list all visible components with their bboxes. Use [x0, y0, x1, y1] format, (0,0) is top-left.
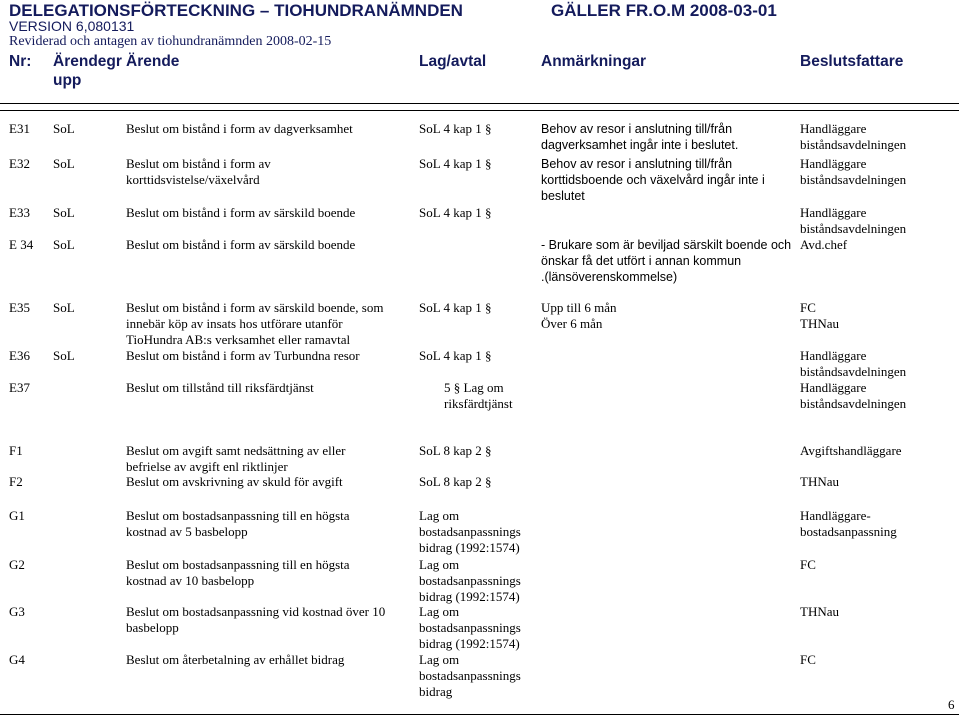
cell-beslutsfattare: Handläggare-: [800, 508, 871, 523]
cell-arende: Beslut om bistånd i form av Turbundna resor: [126, 348, 360, 363]
cell-arende: basbelopp: [126, 620, 179, 635]
cell-arende: Beslut om bistånd i form av: [126, 156, 271, 171]
cell-lag: bostadsanpassnings: [419, 524, 521, 539]
cell-lag: SoL 8 kap 2 §: [419, 474, 492, 489]
cell-arende: Beslut om avgift samt nedsättning av eller: [126, 443, 346, 458]
cell-lag: SoL 4 kap 1 §: [419, 348, 492, 363]
cell-lag: SoL 4 kap 1 §: [419, 156, 492, 171]
cell-arende: Beslut om återbetalning av erhållet bidrag: [126, 652, 345, 667]
cell-nr: G2: [9, 557, 25, 572]
cell-lag: bidrag: [419, 684, 453, 699]
cell-arende: kostnad av 10 basbelopp: [126, 573, 255, 588]
column-header-nr: Nr:: [9, 53, 32, 70]
page-header: [0, 0, 959, 89]
cell-beslutsfattare: bostadsanpassning: [800, 524, 897, 539]
column-header-beslutsfattare: Beslutsfattare: [800, 53, 904, 70]
column-header-arendegrupp: [53, 52, 122, 90]
cell-nr: E31: [9, 121, 30, 136]
cell-nr: F2: [9, 474, 23, 489]
cell-lag: SoL 8 kap 2 §: [419, 443, 492, 458]
column-header-arendegrupp-line1: Ärendegr: [53, 53, 122, 70]
cell-anmarkning: korttidsboende och växelvård ingår inte i: [541, 173, 765, 187]
cell-grupp: SoL: [53, 156, 75, 171]
cell-lag: riksfärdtjänst: [444, 396, 513, 411]
cell-arende: innebär köp av insats hos utförare utanför: [126, 316, 343, 331]
cell-arende: Beslut om avskrivning av skuld för avgift: [126, 474, 343, 489]
cell-lag: bidrag (1992:1574): [419, 540, 520, 555]
cell-lag: bidrag (1992:1574): [419, 636, 520, 651]
cell-anmarkning: .(länsöverenskommelse): [541, 270, 678, 284]
column-header-arendegrupp-line2: upp: [53, 72, 82, 89]
revised-label: Reviderad och antagen av tiohundranämnden 2008-02-15: [9, 34, 332, 49]
cell-beslutsfattare: biståndsavdelningen: [800, 137, 907, 152]
cell-lag: bidrag (1992:1574): [419, 589, 520, 604]
cell-lag: bostadsanpassnings: [419, 620, 521, 635]
page-number: 6: [948, 697, 955, 712]
cell-lag: bostadsanpassnings: [419, 573, 521, 588]
cell-beslutsfattare: Avgiftshandläggare: [800, 443, 902, 458]
cell-anmarkning: Över 6 mån: [541, 316, 603, 331]
document-title: DELEGATIONSFÖRTECKNING – TIOHUNDRANÄMNDEN: [9, 1, 463, 20]
cell-arende: korttidsvistelse/växelvård: [126, 172, 260, 187]
cell-beslutsfattare: biståndsavdelningen: [800, 396, 907, 411]
cell-lag: 5 § Lag om: [444, 380, 504, 395]
cell-beslutsfattare: THNau: [800, 474, 839, 489]
cell-lag: Lag om: [419, 604, 460, 619]
cell-beslutsfattare: Handläggare: [800, 205, 867, 220]
cell-grupp: SoL: [53, 205, 75, 220]
table-top-rule: [0, 103, 959, 104]
cell-lag: bostadsanpassnings: [419, 668, 521, 683]
cell-arende: Beslut om tillstånd till riksfärdtjänst: [126, 380, 314, 395]
column-header-anmarkningar: Anmärkningar: [541, 53, 647, 70]
cell-anmarkning: beslutet: [541, 189, 585, 203]
cell-beslutsfattare: Handläggare: [800, 380, 867, 395]
cell-arende: Beslut om bistånd i form av särskild boende: [126, 237, 356, 252]
cell-nr: E37: [9, 380, 30, 395]
cell-arende: Beslut om bostadsanpassning till en högsta: [126, 557, 350, 572]
cell-beslutsfattare: Handläggare: [800, 348, 867, 363]
table-top-rule-inner: [0, 110, 959, 111]
cell-nr: E36: [9, 348, 30, 363]
cell-beslutsfattare: FC: [800, 652, 816, 667]
cell-lag: Lag om: [419, 557, 460, 572]
cell-beslutsfattare: biståndsavdelningen: [800, 172, 907, 187]
cell-grupp: SoL: [53, 121, 75, 136]
cell-nr: E35: [9, 300, 30, 315]
cell-nr: F1: [9, 443, 23, 458]
cell-arende: TioHundra AB:s verksamhet eller ramavtal: [126, 332, 351, 347]
cell-arende: Beslut om bistånd i form av särskild boende, som: [126, 300, 384, 315]
cell-nr: E32: [9, 156, 30, 171]
cell-grupp: SoL: [53, 300, 75, 315]
cell-arende: Beslut om bostadsanpassning vid kostnad över 10: [126, 604, 386, 619]
cell-arende: kostnad av 5 basbelopp: [126, 524, 248, 539]
version-label: VERSION 6,080131: [9, 18, 135, 34]
cell-anmarkning: Behov av resor i anslutning till/från: [541, 122, 733, 136]
cell-nr: E33: [9, 205, 30, 220]
cell-arende: befrielse av avgift enl riktlinjer: [126, 459, 288, 474]
cell-nr: G4: [9, 652, 25, 667]
cell-arende: Beslut om bistånd i form av särskild boende: [126, 205, 356, 220]
cell-anmarkning: Behov av resor i anslutning till/från: [541, 157, 733, 171]
cell-beslutsfattare: Handläggare: [800, 156, 867, 171]
cell-lag: SoL 4 kap 1 §: [419, 205, 492, 220]
cell-anmarkning: Upp till 6 mån: [541, 300, 617, 315]
cell-lag: SoL 4 kap 1 §: [419, 121, 492, 136]
cell-beslutsfattare: FC: [800, 557, 816, 572]
cell-grupp: SoL: [53, 237, 75, 252]
cell-beslutsfattare: biståndsavdelningen: [800, 364, 907, 379]
cell-lag: Lag om: [419, 652, 460, 667]
cell-beslutsfattare: biståndsavdelningen: [800, 221, 907, 236]
valid-from: GÄLLER FR.O.M 2008-03-01: [551, 1, 777, 20]
cell-nr: G1: [9, 508, 25, 523]
cell-arende: Beslut om bistånd i form av dagverksamhet: [126, 121, 353, 136]
cell-anmarkning: - Brukare som är beviljad särskilt boende och: [541, 238, 792, 252]
column-header-arende: Ärende: [126, 53, 180, 70]
cell-grupp: SoL: [53, 348, 75, 363]
cell-arende: Beslut om bostadsanpassning till en högsta: [126, 508, 350, 523]
cell-beslutsfattare: FC: [800, 300, 816, 315]
cell-beslutsfattare: Avd.chef: [800, 237, 848, 252]
cell-lag: Lag om: [419, 508, 460, 523]
cell-lag: SoL 4 kap 1 §: [419, 300, 492, 315]
cell-nr: G3: [9, 604, 25, 619]
column-header-lagavtal: Lag/avtal: [419, 53, 487, 70]
cell-anmarkning: dagverksamhet ingår inte i beslutet.: [541, 138, 739, 152]
cell-beslutsfattare: Handläggare: [800, 121, 867, 136]
cell-beslutsfattare: THNau: [800, 604, 839, 619]
cell-anmarkning: önskar få det utfört i annan kommun: [541, 254, 742, 268]
cell-nr: E 34: [9, 237, 34, 252]
cell-beslutsfattare: THNau: [800, 316, 839, 331]
